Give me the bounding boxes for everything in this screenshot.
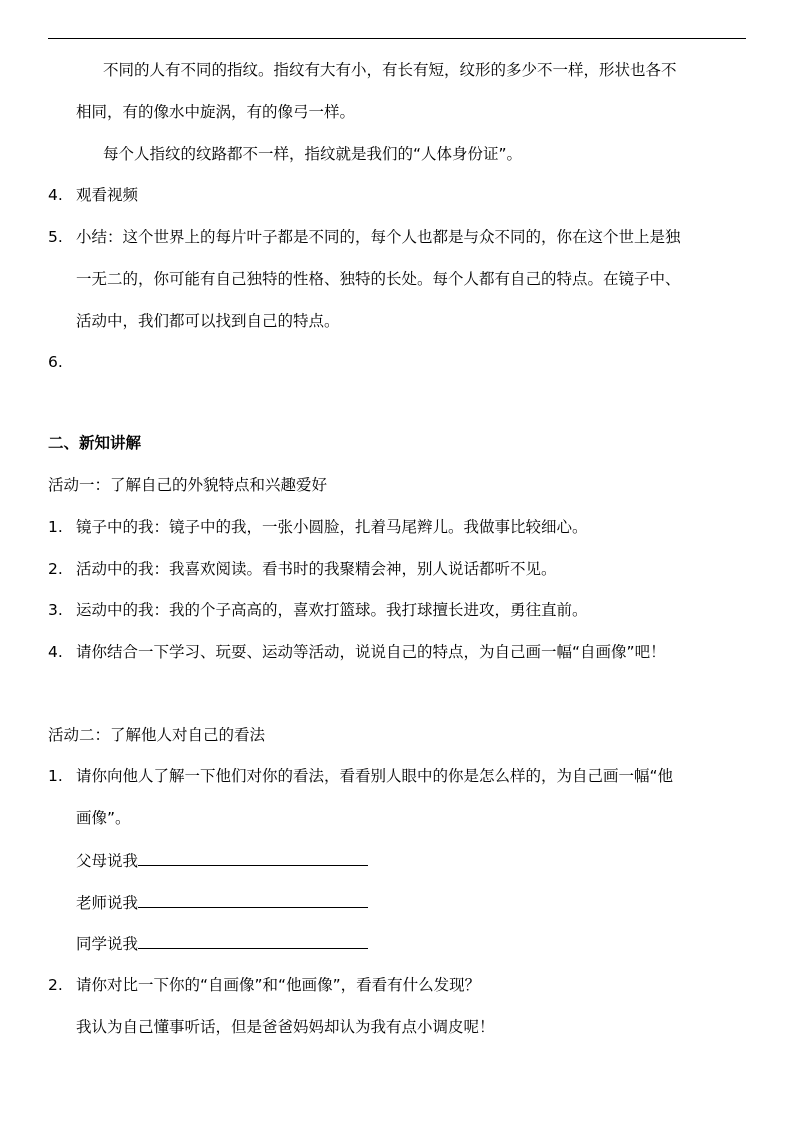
answer-blank-teacher[interactable] [138,892,368,908]
fill-in-parents [76,850,368,871]
list-number-6: 6. [48,353,63,371]
summary-line2: 一无二的，你可能有自己独特的性格、独特的长处。每个人都有自己的特点。在镜子中、 [76,270,681,288]
answer-blank-classmates[interactable] [138,933,368,949]
activity2-item1-line1: 请你向他人了解一下他们对你的看法，看看别人眼中的你是怎么样的，为自己画一幅“他 [76,767,674,785]
fill-label-classmates: 同学说我 [76,935,139,953]
activity1-item-activity: 活动中的我：我喜欢阅读。看书时的我聚精会神，别人说话都听不见。 [76,560,557,578]
summary-line1: 小结：这个世界上的每片叶子都是不同的，每个人也都是与众不同的，你在这个世上是独 [76,228,681,246]
list-number-4: 4. [48,186,63,204]
activity1-item-mirror: 镜子中的我：镜子中的我，一张小圆脸，扎着马尾辫儿。我做事比较细心。 [76,518,588,536]
section-heading: 二、新知讲解 [48,434,142,452]
answer-blank-parents[interactable] [138,850,368,866]
fill-label-parents: 父母说我 [76,852,139,870]
activity2-item1-line2: 画像”。 [76,809,131,827]
activity1-item-number: 4. [48,643,63,661]
activity2-item-number: 2. [48,976,63,994]
summary-line3: 活动中，我们都可以找到自己的特点。 [76,312,340,330]
activity2-item-number: 1. [48,767,63,785]
activity1-item-number: 2. [48,560,63,578]
activity1-item-self-portrait: 请你结合一下学习、玩耍、运动等活动，说说自己的特点，为自己画一幅“自画像”吧！ [76,643,666,661]
activity1-title: 活动一：了解自己的外貌特点和兴趣爱好 [48,476,328,494]
fill-in-classmates [76,933,368,954]
fingerprint-id-paragraph: 每个人指纹的纹路都不一样，指纹就是我们的“人体身份证”。 [103,145,523,163]
watch-video-item: 观看视频 [76,186,139,204]
activity1-item-number: 3. [48,601,63,619]
header-rule [48,38,746,39]
activity1-item-sports: 运动中的我：我的个子高高的，喜欢打篮球。我打球擅长进攻，勇往直前。 [76,601,588,619]
list-number-5: 5. [48,228,63,246]
activity2-item2-question: 请你对比一下你的“自画像”和“他画像”，看看有什么发现？ [76,976,481,994]
fingerprint-paragraph-line1: 不同的人有不同的指纹。指纹有大有小，有长有短，纹形的多少不一样，形状也各不 [103,61,677,79]
fingerprint-paragraph-line2: 相同，有的像水中旋涡，有的像弓一样。 [76,103,356,121]
fill-label-teacher: 老师说我 [76,894,139,912]
activity2-title: 活动二：了解他人对自己的看法 [48,726,266,744]
activity1-item-number: 1. [48,518,63,536]
activity2-item2-answer: 我认为自己懂事听话，但是爸爸妈妈却认为我有点小调皮呢！ [76,1018,495,1036]
fill-in-teacher [76,892,368,913]
